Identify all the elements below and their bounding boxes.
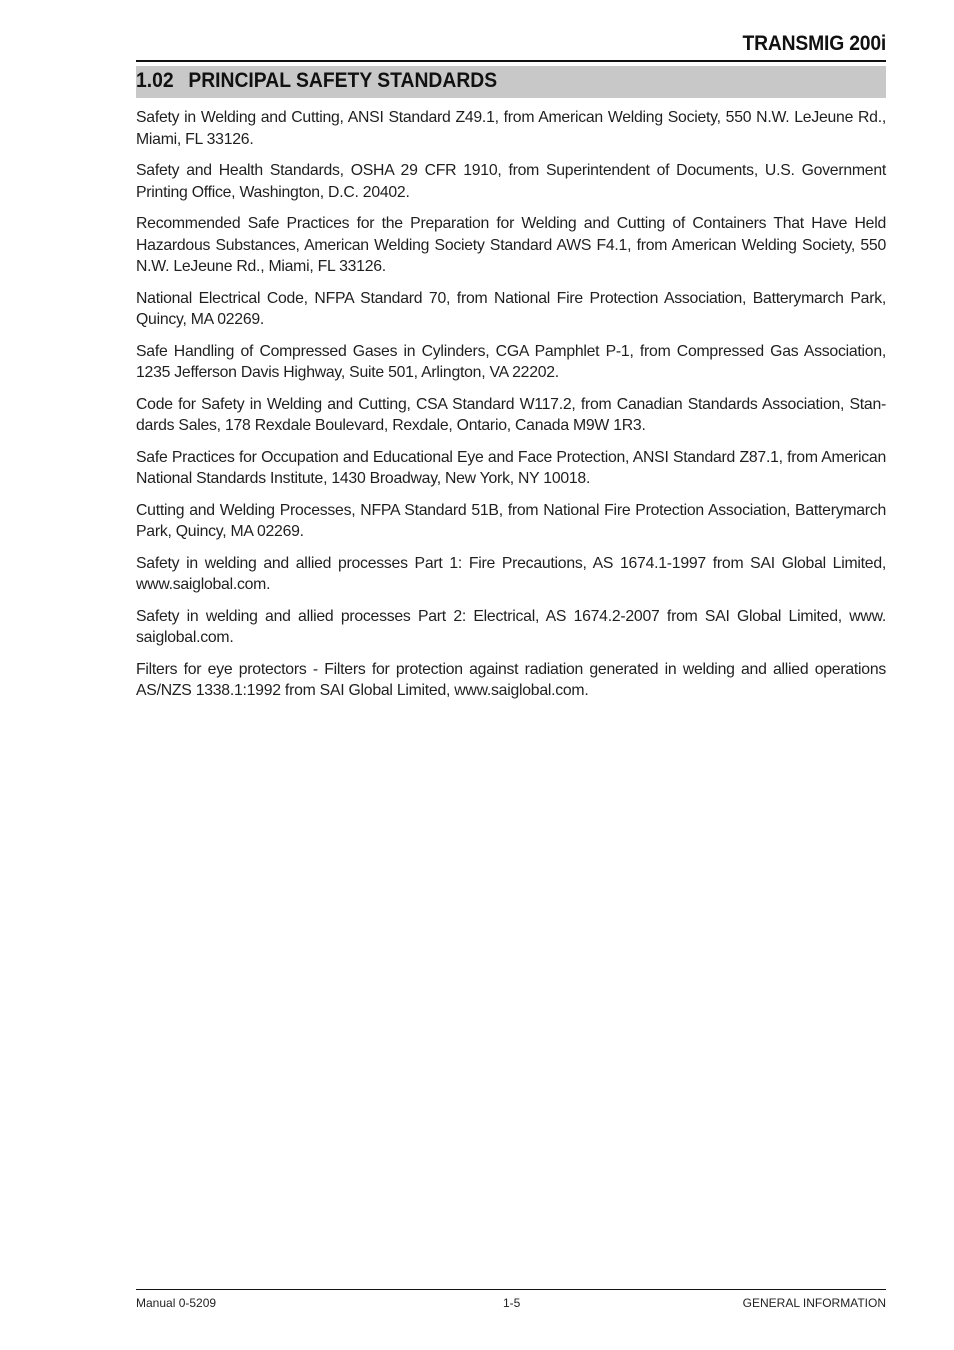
product-title: TRANSMIG 200i xyxy=(742,32,886,55)
standard-paragraph: Filters for eye protectors - Filters for protection against radiation generated in welding and allied operations AS/NZS 1338.1:1992 from SAI Global Limited, www.saiglobal.com. xyxy=(136,660,886,699)
standard-paragraph: Safety and Health Standards, OSHA 29 CFR 1910, from Superintendent of Documents, U.S. Government Printing Office, Washington, D.C. 20402. xyxy=(136,162,886,201)
standard-paragraph: Cutting and Welding Processes, NFPA Standard 51B, from National Fire Protection Association, Batterymarch Park, Quincy, MA 02269. xyxy=(136,501,886,540)
section-heading xyxy=(136,69,497,93)
standard-paragraph: Safe Handling of Compressed Gases in Cylinders, CGA Pamphlet P-1, from Compressed Gas Association, 1235 Jefferson Davis Highway, Suite 501, Arlington, VA 22202. xyxy=(136,342,886,381)
section-number: 1.02 xyxy=(136,69,174,92)
footer-chapter: GENERAL INFORMATION xyxy=(742,1296,886,1310)
header-rule xyxy=(136,60,886,62)
footer-page-number: 1-5 xyxy=(503,1296,521,1310)
standard-paragraph: Recommended Safe Practices for the Preparation for Welding and Cutting of Containers That Have Held Hazardous Substances, American Welding Society Standard AWS F4.1, from American Welding Society, 550 N.W. LeJeune Rd., Miami, FL 33126. xyxy=(136,215,886,275)
standard-paragraph: Safety in Welding and Cutting, ANSI Standard Z49.1, from American Welding Society, 550 N.W. LeJeune Rd., Miami, FL 33126. xyxy=(136,109,886,148)
footer-rule xyxy=(136,1289,886,1290)
standards-list xyxy=(136,107,886,712)
standard-paragraph: Code for Safety in Welding and Cutting, CSA Standard W117.2, from Canadian Standards Association, Stan-dards Sales, 178 Rexdale Boulevard, Rexdale, Ontario, Canada M9W 1R3. xyxy=(136,395,886,434)
section-title: PRINCIPAL SAFETY STANDARDS xyxy=(188,69,498,92)
section-heading-bar xyxy=(136,66,886,98)
standard-paragraph: Safe Practices for Occupation and Educational Eye and Face Protection, ANSI Standard Z87.1, from American National Standards Institute, 1430 Broadway, New York, NY 10018. xyxy=(136,448,886,487)
footer-manual-number: Manual 0-5209 xyxy=(136,1296,217,1310)
standard-paragraph: National Electrical Code, NFPA Standard 70, from National Fire Protection Association, Batterymarch Park, Quincy, MA 02269. xyxy=(136,289,886,328)
standard-paragraph: Safety in welding and allied processes Part 1: Fire Precautions, AS 1674.1-1997 from SAI Global Limited, www.saiglobal.com. xyxy=(136,554,886,593)
standard-paragraph: Safety in welding and allied processes Part 2: Electrical, AS 1674.2-2007 from SAI Global Limited, www. saiglobal.com. xyxy=(136,607,886,646)
